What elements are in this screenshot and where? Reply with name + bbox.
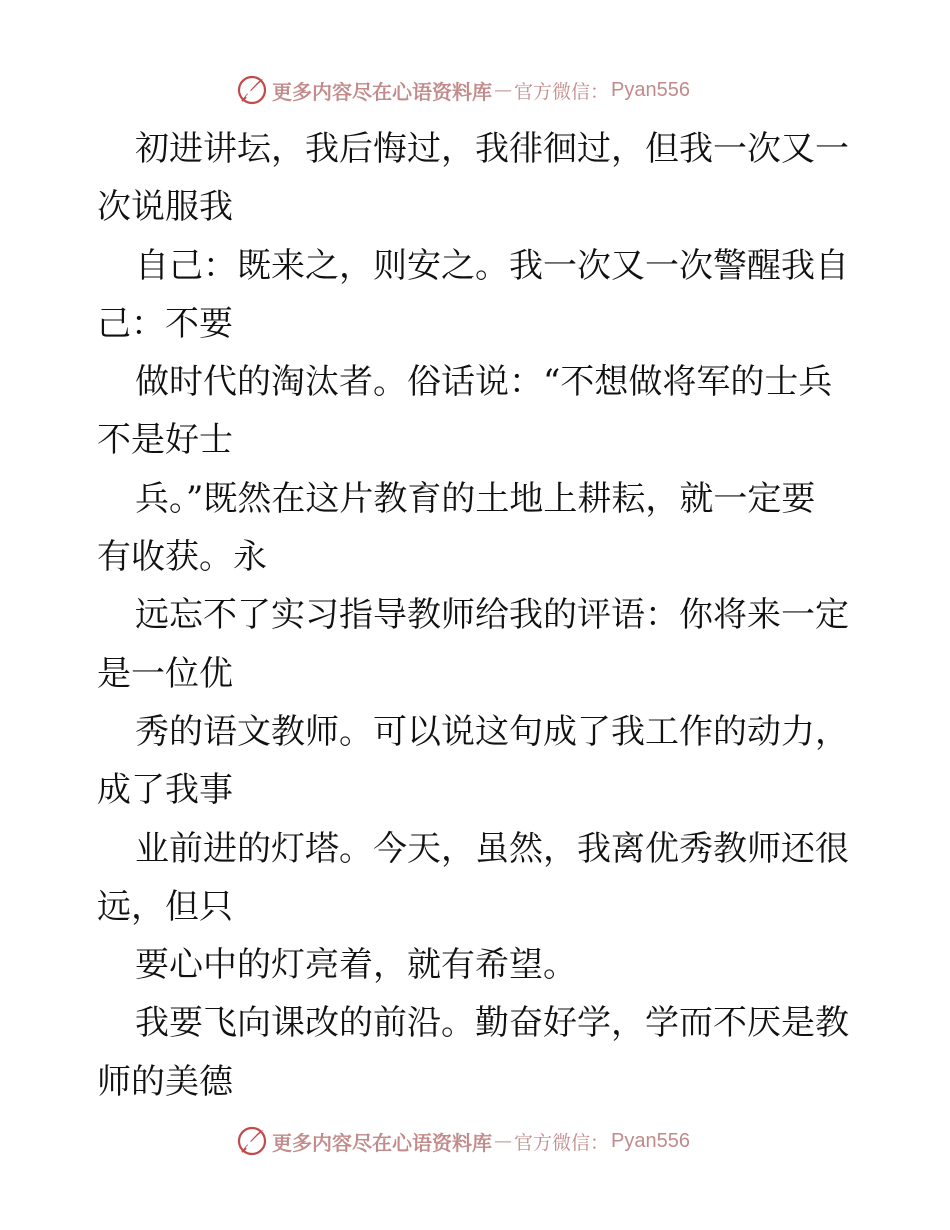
text-line: 初进讲坛，我后悔过，我徘徊过，但我一次又一 (135, 129, 849, 169)
watermark-brand-text: 更多内容尽在心语资料库 (272, 79, 492, 104)
text-line: 我要飞向课改的前沿。勤奋好学，学而不厌是教 (135, 1003, 849, 1044)
text-line: 有收获。永 (97, 537, 267, 578)
text-line: 做时代的淘汰者。俗话说：“不想做将军的士兵 (135, 362, 833, 403)
text-line: 远忘不了实习指导教师给我的评语：你将来一定 (135, 595, 849, 636)
text-line: 兵。”既然在这片教育的土地上耕耘，就一定要 (135, 478, 816, 519)
text-line: 次说服我 (97, 187, 233, 228)
watermark-wechat-id: Pyan556 (611, 1129, 690, 1152)
header-watermark (236, 73, 690, 107)
watermark-wechat-id: Pyan556 (611, 78, 690, 101)
text-line: 不是好士 (97, 420, 233, 461)
text-line: 要心中的灯亮着，就有希望。 (135, 945, 577, 986)
quill-logo-icon (236, 1125, 268, 1157)
text-line: 业前进的灯塔。今天，虽然，我离优秀教师还很 (135, 828, 849, 869)
text-line: 师的美德 (97, 1061, 233, 1102)
watermark-dash: — (494, 79, 512, 101)
text-line: 己：不要 (97, 303, 233, 344)
watermark-dash: — (494, 1130, 512, 1152)
text-line: 是一位优 (97, 653, 233, 694)
quill-logo-icon (236, 74, 268, 106)
text-line: 成了我事 (97, 770, 233, 811)
footer-watermark (236, 1124, 690, 1158)
watermark-brand-text: 更多内容尽在心语资料库 (272, 1130, 492, 1155)
text-line: 秀的语文教师。可以说这句成了我工作的动力， (135, 711, 849, 752)
watermark-official-label: 官方微信： (514, 1131, 610, 1154)
text-line: 自己：既来之，则安之。我一次又一次警醒我自 (135, 245, 849, 286)
text-line: 远，但只 (97, 886, 233, 927)
body-text (97, 120, 857, 1111)
watermark-official-label: 官方微信： (514, 80, 610, 103)
